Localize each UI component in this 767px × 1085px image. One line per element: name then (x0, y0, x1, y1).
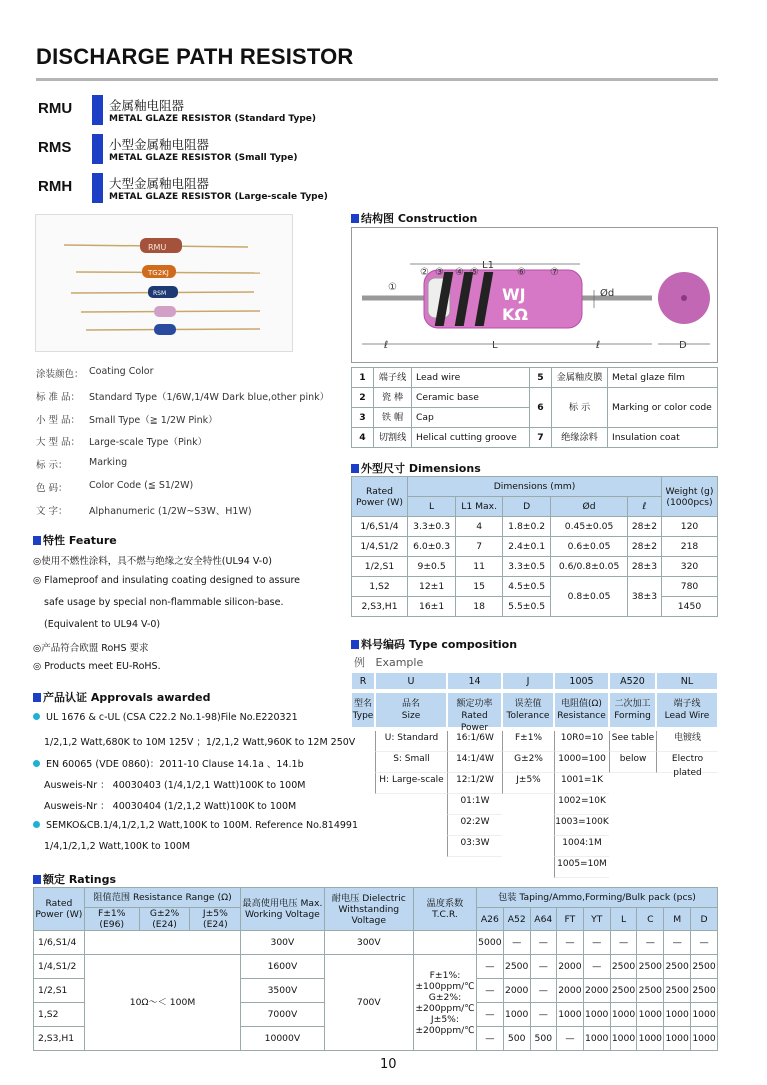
code-heading (554, 692, 609, 728)
parts-row (352, 368, 718, 388)
table-cell: 阻值范围 Resistance Range (Ω) (84, 888, 240, 908)
marking-text-2: KΩ (502, 305, 528, 324)
table-cell: YT (583, 908, 610, 931)
code-option: 16:1/6W (447, 731, 502, 752)
tcr-line: G±2%: (428, 991, 462, 1003)
spec-key: 色 码： (36, 483, 68, 494)
mark-2: ② (420, 267, 429, 278)
spec-key: 标 示： (36, 460, 68, 472)
table-cell: — (610, 931, 637, 955)
table-cell: 1000 (503, 1003, 530, 1027)
feature-line: ◎ Products meet EU-RoHS. (33, 661, 161, 672)
table-cell: ℓ (627, 497, 661, 517)
table-cell: D (691, 908, 718, 931)
table-cell: 2000 (557, 979, 584, 1003)
table-cell: 1000 (691, 1003, 718, 1027)
table-cell: 1000 (610, 1027, 637, 1051)
table-cell: 1000 (557, 1003, 584, 1027)
table-cell: 1/6,S1/4 (34, 931, 85, 955)
table-cell: 5000 (476, 931, 503, 955)
lead-length-right: ℓ (596, 340, 601, 351)
spec-value: Small Type（≧ 1/2W Pink） (89, 414, 218, 426)
table-cell: 瓷 棒 (374, 388, 412, 408)
feature-heading: 特性 Feature (33, 532, 117, 548)
spec-key: 文 字： (36, 505, 68, 517)
code-option: below (609, 752, 656, 773)
bullet-icon (33, 821, 40, 828)
table-cell: 2000 (583, 979, 610, 1003)
approval-line (33, 756, 304, 770)
table-cell: G±2% (E24) (139, 908, 190, 931)
table-cell: 2.4±0.1 (503, 537, 551, 557)
lead-length-left: ℓ (384, 340, 389, 351)
construction-diagram (351, 227, 718, 363)
table-cell: 218 (662, 537, 718, 557)
table-cell: Lead wire (412, 368, 530, 388)
table-cell: 1000 (583, 1003, 610, 1027)
code-heading-cn: 品名 (401, 699, 420, 709)
ratings-row (34, 955, 718, 979)
table-cell: 5.5±0.5 (503, 597, 551, 617)
table-cell: 780 (662, 577, 718, 597)
table-cell: — (503, 931, 530, 955)
tcr-line: ±200ppm/℃ (415, 1002, 475, 1014)
table-cell: 28±3 (627, 557, 661, 577)
table-cell: 38±3 (627, 577, 661, 617)
spec-value: Alphanumeric (1/2W~S3W、H1W) (89, 505, 252, 517)
code-option: 02:2W (447, 815, 502, 836)
table-cell: 2500 (503, 955, 530, 979)
code-option: 1002=10K (554, 794, 609, 815)
ratings-heading: 额定 Ratings (33, 871, 116, 887)
approval-text: 1/2,1,2 Watt,680K to 10M 125V ；1/2,1,2 Watt,960K to 12M 250V (44, 737, 356, 748)
mark-6: ⑥ (517, 267, 526, 278)
code-heading-en: Rated Power (460, 711, 489, 733)
code-option: 14:1/4W (447, 752, 502, 773)
spec-key: 大 型 品： (36, 437, 81, 449)
table-cell: — (557, 1027, 584, 1051)
approval-line (44, 734, 355, 748)
tcr-line: J±5%: (430, 1013, 460, 1025)
type-code: RMH (38, 178, 73, 195)
spec-value: Marking (89, 457, 128, 469)
ratings-row (34, 931, 718, 955)
table-cell: — (476, 979, 503, 1003)
table-cell: 2500 (610, 955, 637, 979)
table-cell: 2 (352, 388, 374, 408)
type-name-en: METAL GLAZE RESISTOR (Standard Type) (109, 114, 317, 124)
type-comp-heading: 料号编码 Type composition (351, 636, 517, 652)
code-option: 1000=100 (554, 752, 609, 773)
table-cell: 1000 (637, 1027, 664, 1051)
table-cell: Helical cutting groove (412, 428, 530, 448)
table-cell: 1.8±0.2 (503, 517, 551, 537)
table-cell: L (408, 497, 456, 517)
table-cell: J±5% (E24) (190, 908, 241, 931)
feature-line: safe usage by special non-flammable silicon-base. (44, 597, 284, 608)
table-cell: Weight (g) (1000pcs) (662, 477, 718, 517)
parts-row (352, 388, 718, 408)
table-cell: — (664, 931, 691, 955)
resistor-label-3: RSM (153, 290, 167, 297)
table-cell: 1/6,S1/4 (352, 517, 408, 537)
table-cell: 7000V (241, 1003, 324, 1027)
type-name-en: METAL GLAZE RESISTOR (Large-scale Type) (109, 192, 328, 202)
code-segment: 14 (447, 672, 502, 690)
code-heading-en: Tolerance (506, 711, 550, 721)
table-cell: Rated Power (W) (352, 477, 408, 517)
table-cell: Rated Power (W) (34, 888, 85, 931)
table-cell: Marking or color code (608, 388, 718, 428)
code-heading-cn: 型名 (353, 699, 372, 709)
approval-line (33, 820, 358, 831)
code-heading (351, 692, 375, 728)
table-cell: 4 (352, 428, 374, 448)
code-option: F±1% (502, 731, 554, 752)
dimensions-row (352, 597, 718, 617)
code-heading (609, 692, 656, 728)
code-option: 12:1/2W (447, 773, 502, 794)
bullet-icon (33, 713, 40, 720)
code-heading-cn: 二次加工 (614, 699, 651, 709)
type-marker (92, 134, 103, 164)
tcr-cell (413, 955, 476, 1051)
code-option: 1005=10M (554, 857, 609, 878)
code-option: 01:1W (447, 794, 502, 815)
approval-text: SEMKO&CB.1/4,1/2,1,2 Watt,100K to 100M. Reference No.814991 (46, 820, 359, 831)
code-option: 1003=100K (554, 815, 609, 836)
table-cell: — (476, 955, 503, 979)
table-cell: Insulation coat (608, 428, 718, 448)
dimensions-row (352, 557, 718, 577)
code-segment: A520 (609, 672, 656, 690)
table-cell: 3 (352, 408, 374, 428)
table-cell: 最高使用电压 Max. Working Voltage (241, 888, 324, 931)
title-divider (36, 78, 718, 81)
table-cell: 端子线 (374, 368, 412, 388)
feature-line: ◎ Flameproof and insulating coating designed to assure (33, 575, 301, 586)
table-cell: 2500 (664, 979, 691, 1003)
type-name-cn: 金属釉电阻器 (109, 98, 185, 113)
table-cell: Ceramic base (412, 388, 530, 408)
ratings-table (33, 887, 718, 1051)
type-name-cn: 大型金属釉电阻器 (109, 176, 210, 191)
code-option: G±2% (502, 752, 554, 773)
code-option: 03:3W (447, 836, 502, 857)
code-segment: NL (656, 672, 718, 690)
table-cell: 1600V (241, 955, 324, 979)
table-cell: — (557, 931, 584, 955)
code-segment: 1005 (554, 672, 609, 690)
table-cell: 700V (324, 955, 413, 1051)
parts-row (352, 428, 718, 448)
table-cell: 7 (530, 428, 552, 448)
mark-3: ③ (435, 267, 444, 278)
dimensions-header (352, 477, 718, 497)
table-cell: 耐电压 Dielectric Withstanding Voltage (324, 888, 413, 931)
table-cell: 0.6/0.8±0.05 (551, 557, 628, 577)
table-cell (84, 931, 240, 955)
table-cell: 2500 (610, 979, 637, 1003)
table-cell: 1/4,S1/2 (34, 955, 85, 979)
table-cell: 1000 (664, 1003, 691, 1027)
table-cell: — (691, 931, 718, 955)
table-cell: Metal glaze film (608, 368, 718, 388)
mark-7: ⑦ (550, 267, 559, 278)
table-cell: 10000V (241, 1027, 324, 1051)
code-heading (375, 692, 447, 728)
table-cell: — (530, 955, 556, 979)
table-cell: 0.8±0.05 (551, 577, 628, 617)
code-segment: U (375, 672, 447, 690)
table-cell: 标 示 (552, 388, 608, 428)
code-heading-cn: 端子线 (673, 699, 701, 709)
dimensions-heading: 外型尺寸 Dimensions (351, 460, 481, 476)
table-cell: — (583, 931, 610, 955)
table-cell: 1/4,S1/2 (352, 537, 408, 557)
construction-heading: 结构图 Construction (351, 210, 477, 226)
table-cell: 切割线 (374, 428, 412, 448)
table-cell: 11 (456, 557, 503, 577)
resistors-illustration (36, 215, 292, 351)
table-cell: 300V (241, 931, 324, 955)
page-number: 10 (380, 1057, 397, 1072)
table-cell: 9±0.5 (408, 557, 456, 577)
type-code: RMU (38, 100, 73, 117)
code-option: 10R0=10 (554, 731, 609, 752)
table-cell: A52 (503, 908, 530, 931)
table-cell: 320 (662, 557, 718, 577)
table-cell: 1000 (637, 1003, 664, 1027)
table-cell: L1 Max. (456, 497, 503, 517)
approval-text: EN 60065 (VDE 0860)：2011-10 Clause 14.1a 、14.1b (46, 759, 304, 770)
spec-key: 标 准 品： (36, 391, 81, 403)
table-cell: 金属釉皮膜 (552, 368, 608, 388)
table-cell: A64 (530, 908, 556, 931)
code-option: 1004:1M (554, 836, 609, 857)
table-cell: 10Ω～＜ 100M (84, 955, 240, 1051)
code-option: S: Small (375, 752, 447, 773)
tcr-line: ±100ppm/℃ (415, 980, 475, 992)
table-cell: 2500 (691, 955, 718, 979)
table-cell: D (503, 497, 551, 517)
table-cell: 2500 (664, 955, 691, 979)
table-cell: — (637, 931, 664, 955)
code-heading (502, 692, 554, 728)
table-cell: 1000 (583, 1027, 610, 1051)
code-heading (447, 692, 502, 733)
table-cell: A26 (476, 908, 503, 931)
code-heading-en: Size (401, 711, 421, 721)
table-cell: 300V (324, 931, 413, 955)
dimensions-row (352, 517, 718, 537)
spec-value: Standard Type（1/6W,1/4W Dark blue,other pink） (89, 391, 330, 403)
table-cell: 2000 (557, 955, 584, 979)
table-cell: 6 (530, 388, 552, 428)
code-heading-cn: 额定功率 (456, 699, 493, 709)
table-cell: 7 (456, 537, 503, 557)
approval-line (33, 712, 298, 723)
table-cell: 500 (530, 1027, 556, 1051)
table-cell: Cap (412, 408, 530, 428)
mark-1: ① (388, 282, 397, 293)
parts-table (351, 367, 718, 448)
feature-line: (Equivalent to UL94 V-0) (44, 619, 161, 630)
table-cell: 2,S3,H1 (352, 597, 408, 617)
spec-key: 小 型 品： (36, 414, 81, 426)
table-cell (413, 931, 476, 955)
tcr-line: ±200ppm/℃ (415, 1024, 475, 1036)
marking-text-1: WJ (502, 285, 526, 304)
approval-line (44, 841, 190, 852)
resistor-label-1: RMU (148, 243, 167, 252)
table-cell: 120 (662, 517, 718, 537)
table-cell: F±1% (E96) (84, 908, 139, 931)
code-heading-cn: 误差值 (514, 699, 542, 709)
bullet-icon (33, 760, 40, 767)
table-cell: L (610, 908, 637, 931)
table-cell: — (530, 931, 556, 955)
table-cell: 包装 Taping/Ammo,Forming/Bulk pack (pcs) (476, 888, 717, 908)
table-cell: 0.6±0.05 (551, 537, 628, 557)
table-cell: 1000 (664, 1027, 691, 1051)
type-marker (92, 95, 103, 125)
mark-4: ④ (455, 267, 464, 278)
spec-value: Color Code (≦ S1/2W) (89, 480, 194, 491)
table-cell: 28±2 (627, 517, 661, 537)
resistor-label-2: TG2KJ (148, 269, 169, 277)
table-cell: 绝缘涂料 (552, 428, 608, 448)
code-option: J±5% (502, 773, 554, 794)
approval-line (44, 777, 305, 791)
table-cell: FT (557, 908, 584, 931)
l1-label: L1 (482, 260, 494, 271)
page-title: DISCHARGE PATH RESISTOR (36, 44, 354, 69)
tcr-line: F±1%: (429, 969, 461, 981)
approval-text: Ausweis-Nr ： 40030403 (1/4,1/2,1 Watt)100K to 100M (44, 780, 306, 791)
diameter-label: D (679, 340, 687, 351)
code-option: U: Standard (375, 731, 447, 752)
dimensions-row (352, 577, 718, 597)
table-cell: 温度系数 T.C.R. (413, 888, 476, 931)
table-cell: 2000 (503, 979, 530, 1003)
table-cell: 1,S2 (34, 1003, 85, 1027)
table-cell: — (476, 1003, 503, 1027)
table-cell: 28±2 (627, 537, 661, 557)
table-cell: 1 (352, 368, 374, 388)
table-cell: — (476, 1027, 503, 1051)
mark-5: ⑤ (470, 267, 479, 278)
code-option: 电镀线 (656, 731, 718, 752)
code-option: See table (609, 731, 656, 752)
table-cell: 12±1 (408, 577, 456, 597)
table-cell: 2500 (637, 955, 664, 979)
code-heading-en: Lead Wire (664, 711, 710, 721)
dimensions-table (351, 476, 718, 617)
table-cell: — (583, 955, 610, 979)
type-marker (92, 173, 103, 203)
code-option: 1001=1K (554, 773, 609, 794)
table-cell: 1000 (610, 1003, 637, 1027)
table-cell: 1/2,S1 (34, 979, 85, 1003)
code-heading-en: Type (352, 711, 374, 721)
table-cell: 2500 (637, 979, 664, 1003)
table-cell: 15 (456, 577, 503, 597)
code-heading (656, 692, 718, 728)
table-cell: Ød (551, 497, 628, 517)
approval-text: 1/4,1/2,1,2 Watt,100K to 100M (44, 841, 191, 852)
example-label: 例 Example (354, 656, 424, 669)
table-cell: 1450 (662, 597, 718, 617)
code-heading-en: Forming (614, 711, 651, 721)
type-code: RMS (38, 139, 72, 156)
approval-text: Ausweis-Nr ： 40030404 (1/2,1,2 Watt)100K to 100M (44, 801, 297, 812)
feature-line: ◎产品符合欧盟 RoHS 要求 (33, 643, 149, 654)
code-option: H: Large-scale (375, 773, 447, 794)
table-cell: 2500 (691, 979, 718, 1003)
code-heading-en: Resistance (557, 711, 606, 721)
code-segment: R (351, 672, 375, 690)
product-photo (35, 214, 293, 352)
type-name-cn: 小型金属釉电阻器 (109, 137, 210, 152)
code-option: Electro plated (656, 752, 718, 773)
table-cell: 18 (456, 597, 503, 617)
feature-line: ◎使用不燃性涂料，具不燃与绝缘之安全特性(UL94 V-0) (33, 556, 272, 567)
d-wire-label: Ød (600, 288, 615, 299)
table-cell: 2,S3,H1 (34, 1027, 85, 1051)
table-cell: 3500V (241, 979, 324, 1003)
table-cell: 4 (456, 517, 503, 537)
table-cell: 5 (530, 368, 552, 388)
table-cell: 4.5±0.5 (503, 577, 551, 597)
approval-line (44, 798, 296, 812)
type-name-en: METAL GLAZE RESISTOR (Small Type) (109, 153, 298, 163)
spec-value: Coating Color (89, 366, 154, 377)
table-cell: Dimensions (mm) (408, 477, 662, 497)
table-cell: 铁 帽 (374, 408, 412, 428)
table-cell: 0.45±0.05 (551, 517, 628, 537)
length-label: L (492, 340, 498, 351)
spec-key: 涂装颜色： (36, 369, 84, 380)
table-cell: 6.0±0.3 (408, 537, 456, 557)
spec-value: Large-scale Type（Pink） (89, 437, 208, 449)
table-cell: C (637, 908, 664, 931)
table-cell: 3.3±0.5 (503, 557, 551, 577)
approvals-heading: 产品认证 Approvals awarded (33, 689, 210, 705)
approval-text: UL 1676 & c-UL (CSA C22.2 No.1-98)File No.E220321 (46, 712, 298, 723)
table-cell: 1000 (691, 1027, 718, 1051)
table-cell: 1,S2 (352, 577, 408, 597)
ratings-header (34, 888, 718, 908)
table-cell: M (664, 908, 691, 931)
table-cell: 16±1 (408, 597, 456, 617)
table-cell: 1/2,S1 (352, 557, 408, 577)
code-heading-cn: 电阻值(Ω) (561, 699, 602, 709)
code-segment: J (502, 672, 554, 690)
table-cell: 3.3±0.3 (408, 517, 456, 537)
table-cell: — (530, 979, 556, 1003)
table-cell: 500 (503, 1027, 530, 1051)
dimensions-row (352, 537, 718, 557)
table-cell: — (530, 1003, 556, 1027)
